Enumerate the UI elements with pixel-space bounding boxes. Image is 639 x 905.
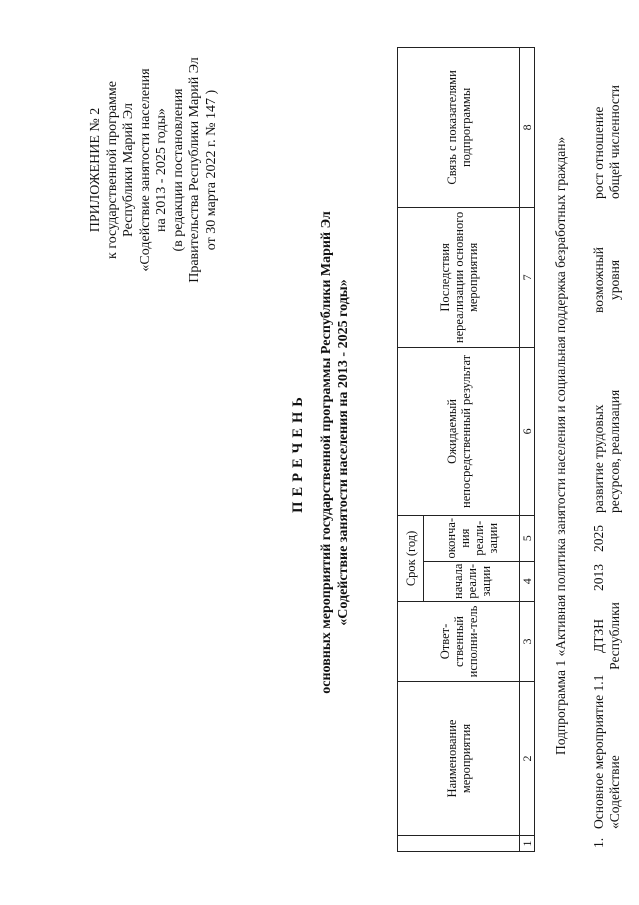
header-executor: Ответ-ственный исполни-тель [398,602,520,682]
header-start-year: начала реали-зации [424,561,520,601]
row-consequences [591,215,623,345]
row-indicators-link-line: общей численности [607,85,622,199]
row-measure-name [591,674,623,829]
header-expected-result: Ожидаемый непосредственный результат [398,347,520,515]
column-number: 6 [520,347,535,515]
appendix-line: от 30 марта 2022 г. № 147 ) [203,89,219,251]
appendix-header [88,35,220,305]
header-num [398,836,520,852]
header-consequences: Последствия нереализации основного мероприятия [398,207,520,347]
header-term: Срок (год) [398,515,424,601]
appendix-line: к государственной программе [104,81,120,259]
column-number: 1 [520,836,535,852]
row-expected-result-line: ресурсов, реализация [607,389,622,513]
row-executor-line: ДТЗН [591,619,606,653]
subtitle-line: «Содействие занятости населения на 2013 - 2025 годы» [336,279,351,626]
row-expected-result [591,353,623,513]
column-number: 3 [520,602,535,682]
header-end-year: оконча-ния реали-зации [424,515,520,561]
row-start-year: 2013 [591,564,606,591]
measures-table [397,47,535,852]
column-number: 2 [520,682,535,836]
appendix-line: на 2013 - 2025 годы» [154,108,169,232]
row-indicators-link-line: рост отношение [591,106,606,199]
row-consequences-line: уровня [607,259,622,301]
column-number: 8 [520,47,535,207]
header-indicators-link: Связь с показателями подпрограммы [398,47,520,207]
row-expected-result-line: развитие трудовых [591,404,606,513]
subprogram-title: Подпрограмма 1 «Активная политика занятости населения и социальная поддержка безработных граждан» [553,136,568,755]
row-measure-name-line: «Содействие [607,755,622,829]
appendix-line: Республики Марий Эл [121,103,136,237]
row-executor [591,596,623,676]
appendix-line: ПРИЛОЖЕНИЕ № 2 [88,107,103,233]
header-measure-name: Наименование мероприятия [398,682,520,836]
document-subtitle [318,0,352,905]
row-indicators-link [591,49,623,199]
column-number: 7 [520,207,535,347]
row-end-year: 2025 [591,525,606,552]
column-number: 5 [520,515,535,561]
subtitle-line: основных мероприятий государственной программы Республики Марий Эл [319,211,334,694]
row-number: 1. [591,837,606,848]
row-executor-line: Республики [607,602,622,670]
appendix-line: «Содействие занятости населения [137,68,153,272]
document-title: ПЕРЕЧЕНЬ [290,392,306,513]
row-measure-name-line: Основное мероприятие 1.1 [591,674,606,829]
appendix-line: (в редакции постановления [170,88,186,252]
column-number: 4 [520,561,535,601]
row-consequences-line: возможный [591,247,606,313]
appendix-line: Правительства Республики Марий Эл [187,57,202,283]
